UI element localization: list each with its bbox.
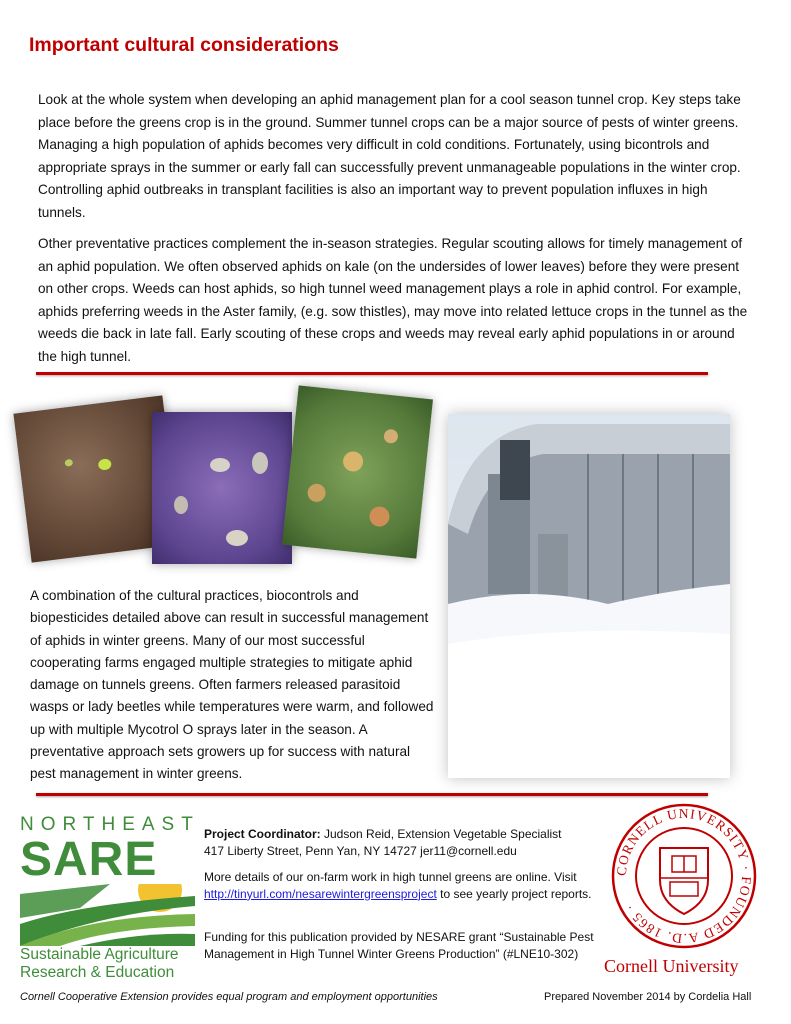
- intro-paragraph-1: Look at the whole system when developing an aphid management plan for a cool season tunnel crop. Key steps take place before the greens crop is in the ground. Summer tunnel crops can be a major source of pests of winter greens. Managing a high population of aphids becomes very difficult in cold conditions. Fortunately, using bicontrols and appropriate sprays in the summer or early fall can successfully prevent unmanageable populations in the winter crop. Controlling aphid outbreaks in transplant facilities is also an important way to prevent population influxes in high tunnels.: [38, 92, 741, 220]
- coordinator-label: Project Coordinator:: [204, 827, 321, 841]
- more-details-text-1: More details of our on-farm work in high tunnel greens are online. Visit: [204, 870, 577, 884]
- aphid-green-1: [98, 458, 112, 471]
- project-coordinator: [204, 826, 604, 860]
- sare-logo-fields-icon: [20, 884, 195, 946]
- aphid-photo-green-leaf: [282, 385, 433, 558]
- aphid-photo-purple-leaf: [152, 412, 292, 564]
- cornell-seal-icon: [610, 802, 758, 950]
- bottom-divider: [36, 793, 708, 796]
- sare-logo-northeast: NORTHEAST: [20, 814, 200, 835]
- aphid-mummy-1: [342, 450, 364, 472]
- cornell-logo: [604, 802, 764, 982]
- high-tunnel-snow-photo: [448, 414, 730, 778]
- cornell-name: Cornell University: [604, 956, 739, 976]
- aphid-grey-1: [210, 458, 230, 472]
- sare-logo-word: SARE: [20, 833, 158, 886]
- project-reports-link[interactable]: http://tinyurl.com/nesarewintergreensproject: [204, 886, 437, 901]
- sare-logo-line-1: Sustainable Agriculture: [20, 946, 179, 963]
- aphid-mummy-4: [383, 429, 398, 444]
- more-details-text-2: to see yearly project reports.: [436, 886, 592, 901]
- aphid-grey-2: [252, 452, 268, 474]
- aphid-mummy-2: [307, 483, 327, 503]
- top-divider: [36, 372, 708, 375]
- aphid-grey-4: [226, 530, 248, 546]
- aphid-mummy-3: [368, 506, 390, 528]
- cornell-seal-ring-text: CORNELL UNIVERSITY · FOUNDED A.D. 1865 ·: [613, 805, 755, 947]
- sare-logo-line-2: Research & Education: [20, 964, 175, 981]
- intro-paragraph-2: Other preventative practices complement the in-season strategies. Regular scouting allows for timely management of an aphid population. We often observed aphids on kale (on the undersides of lower leaves) before they were present on other crops. Weeds can host aphids, so high tunnel weed management plays a role in aphid control. For example, aphids preferring weeds in the Aster family, (e.g. sow thistles), may move into related lettuce crops in the tunnel as the weeds die back in late fall. Early scouting of these crops and weeds may reveal early aphid populations in or around the high tunnel.: [38, 236, 748, 364]
- footer-equal-opportunity: Cornell Cooperative Extension provides equal program and employment opportunities: [20, 991, 438, 1003]
- summary-paragraph: A combination of the cultural practices, biocontrols and biopesticides detailed above can result in successful management of aphids in winter greens. Many of our most successful cooperating farms engaged multiple strategies to mitigate aphid damage on tunnels greens. Often farmers released parasitoid wasps or lady beetles while temperatures were warm, and followed up with multiple Mycotrol O sprays later in the season. A preventative approach sets growers up for success with natural pest management in winter greens.: [30, 588, 434, 782]
- funding-statement: Funding for this publication provided by NESARE grant “Sustainable Pest Management in High Tunnel Winter Greens Production” (#LNE10-302): [204, 930, 594, 961]
- aphid-green-2: [64, 459, 73, 467]
- more-details: [204, 869, 604, 903]
- aphid-grey-3: [174, 496, 188, 514]
- ne-sare-logo: [20, 814, 200, 980]
- coordinator-address: 417 Liberty Street, Penn Yan, NY 14727 jer11@cornell.edu: [204, 843, 517, 858]
- page-title: Important cultural considerations: [29, 34, 339, 56]
- svg-text:CORNELL UNIVERSITY · FOUNDED A: [614, 806, 754, 946]
- footer-prepared-by: Prepared November 2014 by Cordelia Hall: [544, 991, 752, 1003]
- high-tunnel-illustration: [448, 414, 730, 778]
- coordinator-name: Judson Reid, Extension Vegetable Specialist: [320, 827, 562, 841]
